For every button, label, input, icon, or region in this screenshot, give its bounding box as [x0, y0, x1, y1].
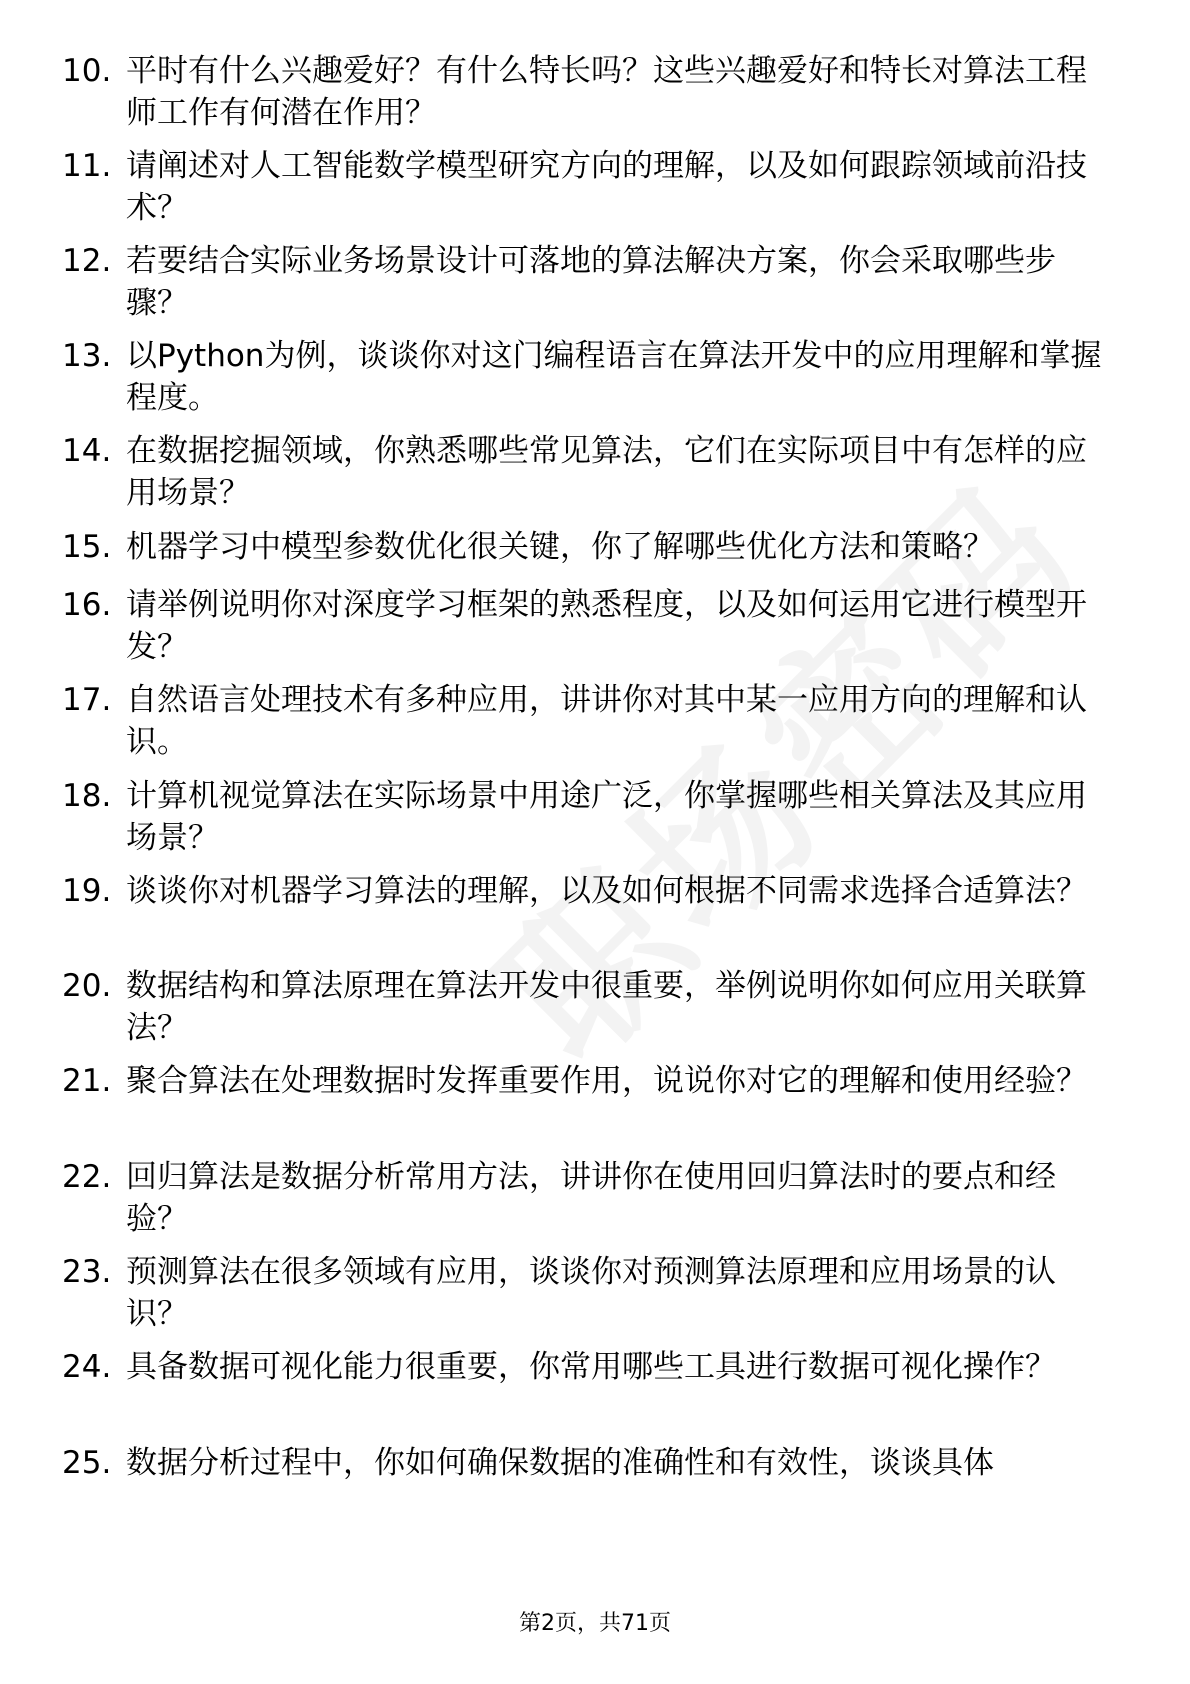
question-number: 14. — [62, 433, 112, 469]
question-text: 请阐述对人工智能数学模型研究方向的理解，以及如何跟踪领域前沿技术？ — [126, 148, 1087, 226]
question-text: 计算机视觉算法在实际场景中用途广泛，你掌握哪些相关算法及其应用场景？ — [126, 778, 1087, 856]
question-text: 在数据挖掘领域，你熟悉哪些常见算法，它们在实际项目中有怎样的应用场景？ — [126, 433, 1087, 511]
question-text: 具备数据可视化能力很重要，你常用哪些工具进行数据可视化操作？ — [126, 1349, 1056, 1385]
question-text: 数据分析过程中，你如何确保数据的准确性和有效性，谈谈具体 — [126, 1445, 994, 1481]
question-number: 22. — [62, 1159, 112, 1195]
question-text: 请举例说明你对深度学习框架的熟悉程度，以及如何运用它进行模型开发？ — [126, 587, 1087, 665]
question-number: 10. — [62, 53, 112, 89]
question-number: 13. — [62, 338, 112, 374]
question-number: 19. — [62, 873, 112, 909]
question-text: 预测算法在很多领域有应用，谈谈你对预测算法原理和应用场景的认识？ — [126, 1254, 1056, 1332]
question-number: 15. — [62, 529, 112, 565]
question-number: 16. — [62, 587, 112, 623]
page-footer — [0, 1610, 1190, 1638]
question-text: 数据结构和算法原理在算法开发中很重要，举例说明你如何应用关联算法？ — [126, 968, 1087, 1046]
question-number: 12. — [62, 243, 112, 279]
question-number: 20. — [62, 968, 112, 1004]
question-text: 若要结合实际业务场景设计可落地的算法解决方案，你会采取哪些步骤？ — [126, 243, 1056, 321]
question-number: 11. — [62, 148, 112, 184]
question-text: 回归算法是数据分析常用方法，讲讲你在使用回归算法时的要点和经验？ — [126, 1159, 1056, 1237]
question-number: 21. — [62, 1063, 112, 1099]
question-text: 谈谈你对机器学习算法的理解，以及如何根据不同需求选择合适算法？ — [126, 873, 1087, 909]
question-text: 平时有什么兴趣爱好？有什么特长吗？这些兴趣爱好和特长对算法工程师工作有何潜在作用？ — [126, 53, 1087, 131]
question-number: 24. — [62, 1349, 112, 1385]
question-text: 机器学习中模型参数优化很关键，你了解哪些优化方法和策略？ — [126, 529, 994, 565]
page-number: 第2页，共71页 — [519, 1611, 671, 1636]
question-text: 以Python为例，谈谈你对这门编程语言在算法开发中的应用理解和掌握程度。 — [126, 338, 1102, 416]
question-number: 25. — [62, 1445, 112, 1481]
question-text: 自然语言处理技术有多种应用，讲讲你对其中某一应用方向的理解和认识。 — [126, 682, 1087, 760]
question-number: 17. — [62, 682, 112, 718]
question-text: 聚合算法在处理数据时发挥重要作用，说说你对它的理解和使用经验？ — [126, 1063, 1087, 1099]
question-number: 18. — [62, 778, 112, 814]
question-number: 23. — [62, 1254, 112, 1290]
